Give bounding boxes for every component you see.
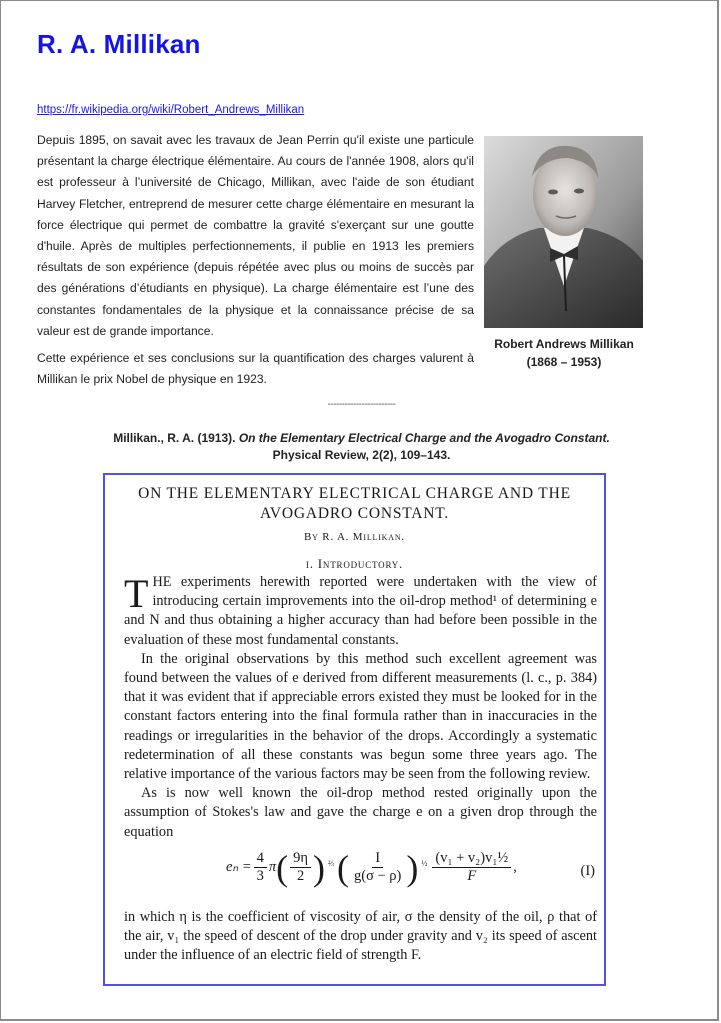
eq-f1-num: 9η <box>290 850 311 868</box>
paper-paragraph-1-text: HE experiments herewith reported were undertaken with the view of introducing certain improvements into the oil-drop method¹ of determining e and N and thus obtaining a higher accuracy than had before been possible in the evaluation of these most fundamental constants. <box>124 574 597 648</box>
portrait-photo <box>484 136 643 328</box>
eq-f2-num: I <box>372 850 383 868</box>
citation-title: On the Elementary Electrical Charge and the Avogadro Constant. <box>238 431 610 445</box>
wikipedia-link[interactable]: https://fr.wikipedia.org/wiki/Robert_Andrews_Millikan <box>37 104 305 116</box>
paper-paragraph-1 <box>124 573 597 650</box>
equation-number: (I) <box>580 862 595 879</box>
intro-text <box>37 130 474 396</box>
eq-lhs: eₙ = <box>226 859 252 876</box>
eq-trailing-comma: , <box>513 859 517 876</box>
eq-coef-num: 4 <box>254 850 267 868</box>
citation <box>41 430 682 464</box>
eq-fraction-3 <box>432 850 511 885</box>
drop-cap: T <box>124 571 149 616</box>
paper-body <box>124 573 597 965</box>
eq-coef-den: 3 <box>256 868 264 885</box>
eq-f1-exponent: ⅔ <box>327 859 334 869</box>
paper-title <box>105 484 604 524</box>
paper-paragraph-4: in which η is the coefficient of viscosity of air, σ the density of the oil, ρ that of the air, v₁ the speed of descent of the drop under gravity and v₂ its speed of ascent under the influence of an electric field of strength F. <box>124 908 597 964</box>
paper-title-line-1: ON THE ELEMENTARY ELECTRICAL CHARGE AND THE <box>138 485 571 502</box>
eq-paren-close: ) <box>312 847 325 888</box>
eq-paren-close: ) <box>406 847 419 888</box>
paper-excerpt <box>103 473 606 986</box>
caption-dates: (1868 – 1953) <box>526 355 602 369</box>
intro-paragraph-1: Depuis 1895, on savait avec les travaux de Jean Perrin qu'il existe une particule présentant la charge électrique élémentaire. Au cours de l'année 1908, alors qu'il est professeur à l’université de Chicago, Millikan, avec l'aide de son étudiant Harvey Fletcher, entreprend de mesurer cette charge élémentaire en mesurant la force électrique qui permet de combattre la gravité s'exerçant sur une goutte d'huile. Après de multiples perfectionnements, il publie en 1913 les premiers résultats de son expérience (depuis répétée avec plus ou moins de succès par des générations d’étudiants en physique). La charge élémentaire est l’une des constantes fondamentales de la physique et la connaissance précise de sa valeur est de grande importance. <box>37 133 474 338</box>
page-title: R. A. Millikan <box>37 29 201 59</box>
eq-f1-den: 2 <box>296 868 305 885</box>
citation-journal: Physical Review, 2(2), 109–143. <box>272 448 451 462</box>
caption-name: Robert Andrews Millikan <box>494 337 634 351</box>
eq-paren-open: ( <box>276 847 289 888</box>
intro-paragraph-2: Cette expérience et ses conclusions sur la quantification des charges valurent à Millikan le prix Nobel de physique en 1923. <box>37 351 474 387</box>
section-separator: ------------------------ <box>327 399 396 410</box>
equation-1 <box>124 844 597 900</box>
eq-f2-den: g(σ − ρ) <box>353 868 402 885</box>
paper-title-line-2: AVOGADRO CONSTANT. <box>259 505 450 522</box>
eq-fraction-2 <box>351 850 404 885</box>
paper-paragraph-2: In the original observations by this method such excellent agreement was found between the values of e derived from different measurements (l. c., p. 384) that it was evident that if appreciable errors existed they must be looked for in the constant factors entering into the final formula rather than in inaccuracies in the readings or irregularities in the behavior of the drops. Accordingly a systematic redetermination of all these constants was begun some three years ago. The relative importance of the various factors may be seen from the following review. <box>124 650 597 783</box>
eq-fraction-1 <box>290 850 311 885</box>
paper-byline: By R. A. Millikan. <box>304 531 405 543</box>
portrait-image <box>484 136 643 328</box>
eq-pi: π <box>268 859 277 876</box>
paper-paragraph-3: As is now well known the oil-drop method rested originally upon the assumption of Stokes's law and gave the charge e on a given drop through the equation <box>124 785 597 840</box>
eq-f2-exponent: ½ <box>421 859 428 869</box>
eq-paren-open: ( <box>336 847 349 888</box>
eq-f3-den: F <box>467 868 477 885</box>
eq-coefficient <box>254 850 267 885</box>
citation-authors: Millikan., R. A. (1913). <box>113 431 239 445</box>
paper-section-heading: i. Introductory. <box>305 556 404 571</box>
eq-f3-num: (v₁ + v₂)v₁½ <box>432 850 511 868</box>
portrait-caption <box>479 335 649 371</box>
